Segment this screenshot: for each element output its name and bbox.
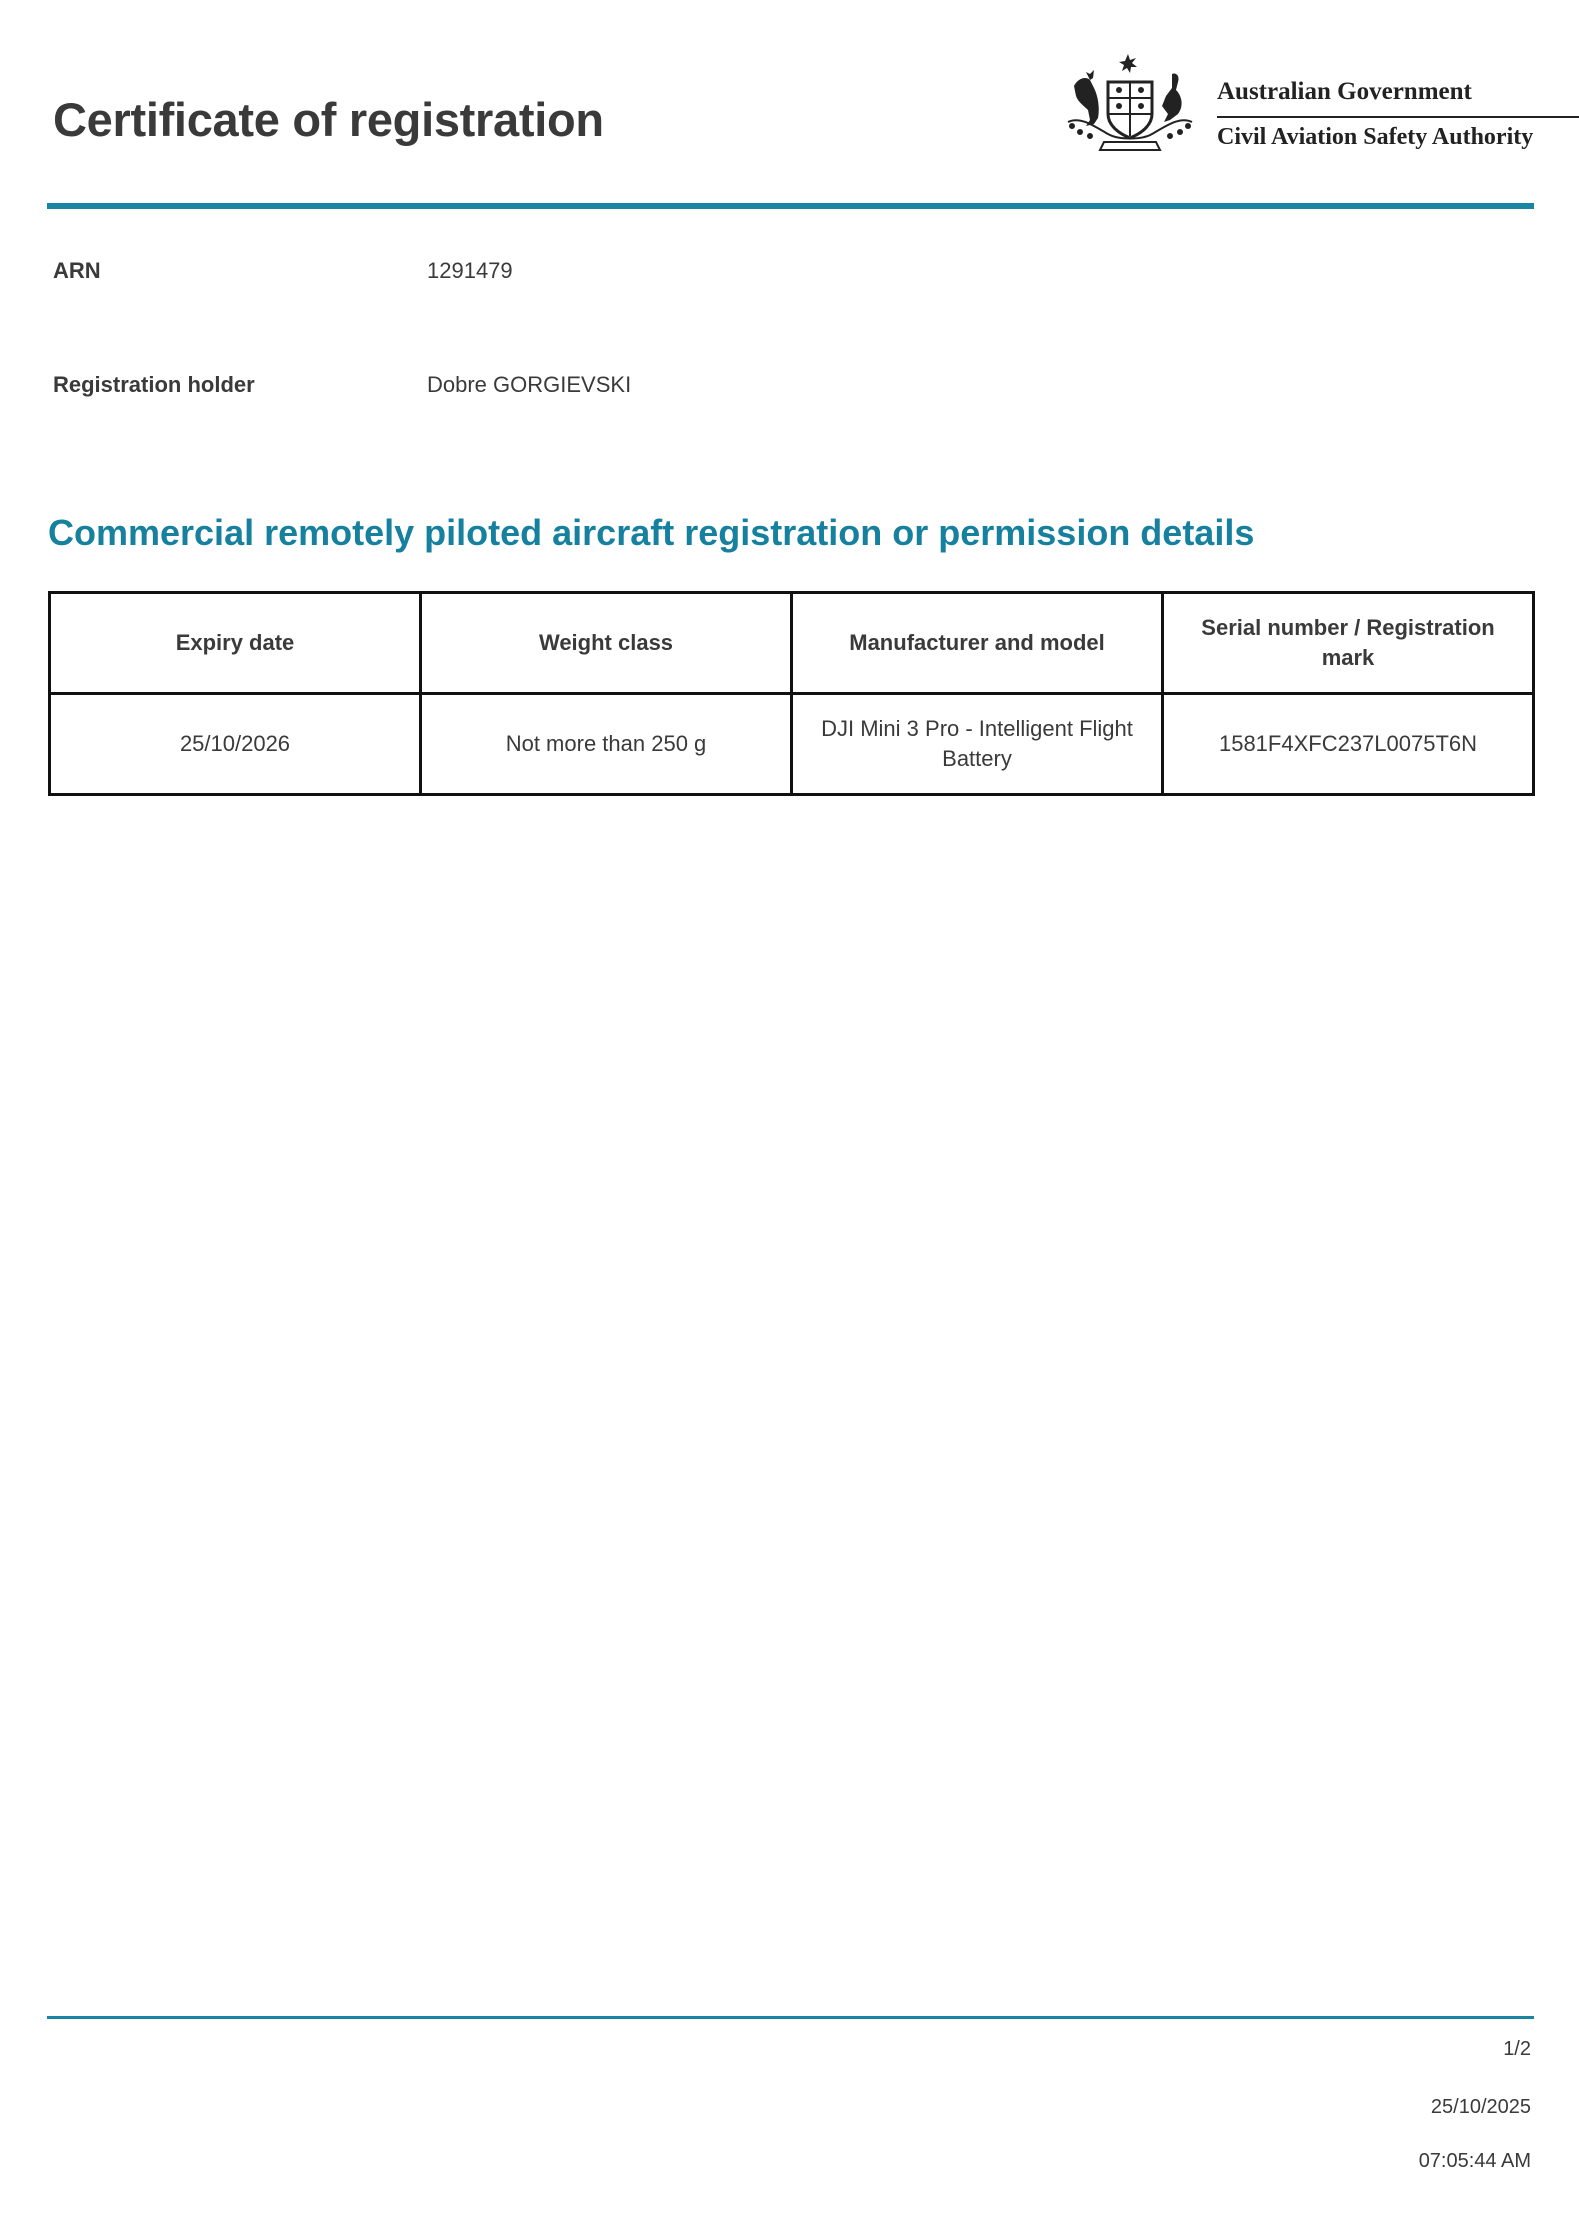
- expiry-date-cell: 25/10/2026: [50, 694, 421, 795]
- page-number: 1/2: [1503, 2038, 1531, 2060]
- agency-logo: [1060, 50, 1536, 160]
- serial-number-cell: 1581F4XFC237L0075T6N: [1163, 694, 1534, 795]
- column-header-serial-number: Serial number / Registration mark: [1163, 593, 1534, 694]
- manufacturer-model-cell: DJI Mini 3 Pro - Intelligent Flight Battery: [792, 694, 1163, 795]
- agency-divider: [1217, 116, 1579, 118]
- coat-of-arms-icon: [1060, 52, 1200, 158]
- print-time: 07:05:44 AM: [1418, 2150, 1531, 2172]
- agency-subname: Civil Aviation Safety Authority: [1217, 124, 1534, 150]
- registration-holder-label: Registration holder: [53, 372, 255, 397]
- arn-label: ARN: [53, 258, 101, 283]
- print-date: 25/10/2025: [1430, 2096, 1531, 2118]
- table-row: [50, 694, 1534, 795]
- agency-name: Australian Government: [1217, 78, 1472, 105]
- footer-divider: [47, 2016, 1534, 2019]
- aircraft-details-table: [48, 591, 1535, 796]
- section-heading: Commercial remotely piloted aircraft registration or permission details: [48, 512, 1255, 553]
- table-header-row: [50, 593, 1534, 694]
- weight-class-cell: Not more than 250 g: [421, 694, 792, 795]
- header-divider: [47, 203, 1534, 209]
- column-header-manufacturer-model: Manufacturer and model: [792, 593, 1163, 694]
- column-header-weight-class: Weight class: [421, 593, 792, 694]
- column-header-expiry-date: Expiry date: [50, 593, 421, 694]
- arn-value: 1291479: [427, 258, 513, 283]
- page-title: Certificate of registration: [53, 93, 604, 146]
- registration-holder-value: Dobre GORGIEVSKI: [427, 372, 632, 397]
